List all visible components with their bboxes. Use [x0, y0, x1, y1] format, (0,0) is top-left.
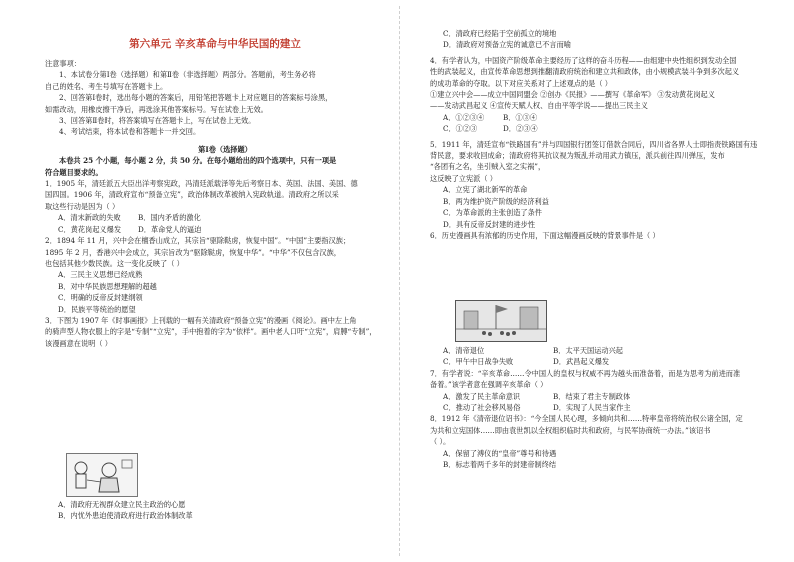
q4-option-d[interactable]: D．②③④ [503, 124, 538, 134]
q2-stem: 也包括其他少数民族。这一变化反映了（ ） [45, 258, 184, 268]
q6-option-d[interactable]: D．武昌起义爆发 [553, 357, 610, 367]
q4-option-a[interactable]: A．①②③④ [443, 112, 485, 122]
notice-line: 4、考试结束，将本试卷和答题卡一并交回。 [59, 127, 201, 137]
q5-stem: 这反映了立宪派（ ） [430, 173, 497, 183]
q4-options-row [430, 112, 790, 123]
q3-option-a[interactable]: A．清政府无视群众建立民主政治的心愿 [58, 500, 186, 509]
q6-option-b[interactable]: B．太平天国运动兴起 [553, 346, 623, 355]
notice-heading: 注意事项： [45, 59, 81, 68]
q6-option-c[interactable]: C．甲午中日战争失败 [443, 357, 514, 367]
q3-option-b[interactable]: B．内忧外患迫使清政府进行政治体制改革 [58, 511, 193, 521]
section-intro: 本卷共 25 个小题，每小题 2 分，共 50 分。在每小题给出的四个选项中，只有一项是 [59, 156, 337, 166]
right-column-bottom [430, 345, 790, 470]
notice-line: 自己的姓名、考生号填写在答题卡上。 [45, 81, 168, 91]
q1-stem: 1．1905 年，清廷派五大臣出洋考察宪政，冯清廷派载泽等先后考察日本、英国、法国、美国、德 [45, 179, 358, 189]
q4-item: ①建立兴中会——成立中国同盟会 ②创办《民报》——撰写《革命军》 ③发动黄花岗起义 [430, 90, 715, 100]
q5-option-d[interactable]: D．具有反帝反封建的进步性 [443, 219, 536, 229]
q3-stem: 该漫画意在说明（ ） [45, 338, 112, 348]
left-column [45, 58, 405, 349]
q2-option-a[interactable]: A．三民主义思想已经成熟 [58, 270, 143, 280]
q1-option-b[interactable]: B．国内矛盾的激化 [138, 213, 201, 223]
q5-stem: “各团有之名，坐引贼入室之实祸”， [430, 162, 546, 172]
political-cartoon-image [66, 453, 138, 497]
q5-option-a[interactable]: A．立宪了湖北新军的革命 [443, 185, 528, 195]
q4-option-b[interactable]: B．①③④ [503, 112, 538, 122]
q4-options-row [430, 123, 790, 134]
q4-stem: 的成功革命的夺取。以下对应关系对了上述观点的是（ ） [430, 78, 612, 88]
q8-stem: 8．1912 年《清帝退位诏书》：“今全国人民心理，多倾向共和……特率皇帝将统治权公诸全国，定 [430, 414, 743, 424]
q4-stem: 4．有学者认为，中国资产阶级革命主要经历了这样的奋斗历程——由组建中央性组织到发动全国 [430, 55, 737, 65]
q3-option-c[interactable]: C．清政府已经陷于空前孤立的境地 [443, 29, 557, 38]
q5-stem: 背民意，要求收回成命；清政府将其抗议视为叛乱并动用武力镇压，派兵前往四川弹压，发布 [430, 151, 725, 161]
q2-option-c[interactable]: C．明确的反帝反封建纲领 [58, 293, 143, 303]
q7-option-c[interactable]: C．推动了社会移风易俗 [443, 403, 521, 413]
notice-line: 2、回答第Ⅰ卷时，选出每小题的答案后，用铅笔把答题卡上对应题目的答案标号涂黑， [59, 93, 333, 103]
q5-option-b[interactable]: B．两为维护资产阶级的经济利益 [443, 196, 549, 206]
q2-stem: 2．1894 年 11 月，兴中会在檀香山成立，其宗旨“驱除鞑虏，恢复中国”。“中国”主要指汉族； [45, 236, 351, 246]
q5-stem: 5．1911 年，清廷宣布“铁路国有”并与四国银行团签订借款合同后，四川省各界人士即指责铁路国有违 [430, 139, 758, 149]
q8-stem: 为共和立宪国体……即由袁世凯以全权组织临时共和政府，与民军协商统一办法。”该诏书 [430, 425, 711, 435]
q8-option-a[interactable]: A．保留了溥仪的“皇帝”尊号和待遇 [443, 448, 557, 458]
q2-option-b[interactable]: B．对中华民族思想理解的超越 [58, 281, 157, 291]
q3-stem: 的骑声型人物衣服上的字是“专制”“立宪”，手中抱着的字为“依样”。画中老人口吁“立宪”，肩膊“专制”， [45, 327, 377, 337]
left-column-bottom [45, 499, 405, 522]
q7-option-d[interactable]: D．实现了人民当家作主 [553, 403, 631, 413]
q7-option-a[interactable]: A．激发了民主革命意识 [443, 391, 521, 401]
q3-option-d[interactable]: D．清政府对预备立宪的诚意已不言而喻 [443, 40, 571, 50]
q6-options-row [430, 345, 790, 356]
q5-option-c[interactable]: C．为革命派的主张创造了条件 [443, 208, 542, 218]
section-title: 第Ⅰ卷（选择题） [198, 144, 252, 154]
q6-options-row [430, 356, 790, 367]
q6-option-a[interactable]: A．清帝退位 [443, 346, 485, 355]
q3-stem: 3．下图为 1907 年《时事画报》上刊载的一幅有关清政府“预备立宪”的漫画《阅论》。画中左上角 [45, 315, 357, 325]
q1-option-c[interactable]: C．黄花岗起义爆发 [58, 224, 122, 234]
q7-options-row [430, 402, 790, 413]
right-column [430, 28, 790, 241]
q4-option-c[interactable]: C．①②③ [443, 124, 478, 134]
q2-option-d[interactable]: D．民族平等统治的愿望 [58, 304, 136, 314]
q1-options-row [45, 212, 405, 223]
q7-stem: 7．有学者说：“辛亥革命……令中国人的皇权与权威不再为越头而准备着，而是为思考为前进而准 [430, 368, 741, 378]
q1-stem: 国四国。1906 年，清政府宣布“预备立宪”，政治体制改革被纳入宪政轨道。清政府之所以采 [45, 190, 339, 200]
page-title: 第六单元 辛亥革命与中华民国的建立 [129, 38, 301, 50]
q8-stem: （ ）。 [430, 437, 451, 447]
q1-stem: 取这些行动是因为（ ） [45, 201, 120, 211]
q6-stem: 6．历史漫画具有浓郁的历史作用，下面这幅漫画反映的背景事件是（ ） [430, 230, 660, 240]
section-intro: 符合题目要求的。 [45, 167, 103, 177]
q2-stem: 1895 年 2 月，香港兴中会成立，其宗旨改为“驱除鞑虏，恢复中华”。“中华”不仅包含汉族， [45, 247, 341, 257]
q7-stem: 备着。”该学者意在强调辛亥革命（ ） [430, 380, 548, 390]
q7-options-row [430, 391, 790, 402]
q8-option-b[interactable]: B．标志着两千多年的封建帝制终结 [443, 460, 557, 470]
notice-line: 3、回答第Ⅱ卷时，将答案填写在答题卡上，写在试卷上无效。 [59, 116, 256, 126]
notice-line: 1、本试卷分第Ⅰ卷（选择题）和第Ⅱ卷（非选择题）两部分。答题前，考生务必将 [59, 70, 316, 80]
q7-option-b[interactable]: B．结束了君主专制政体 [553, 391, 631, 401]
notice-line: 如需改动，用橡皮擦干净后，再选涂其他答案标号。写在试卷上无效。 [45, 104, 268, 114]
q4-stem: 性的武装起义，由宣传革命思想到推翻清政府统治和建立共和政体，由小规模武装斗争到多次起义 [430, 67, 740, 77]
q1-option-a[interactable]: A．清末新政的失败 [58, 213, 121, 223]
historical-cartoon-image [455, 300, 547, 342]
q4-item: ——发动武昌起义 ④宣传天赋人权、自由平等学说——提出三民主义 [430, 101, 648, 111]
q1-option-d[interactable]: D．革命党人的逼迫 [138, 224, 202, 234]
q1-options-row [45, 224, 405, 235]
